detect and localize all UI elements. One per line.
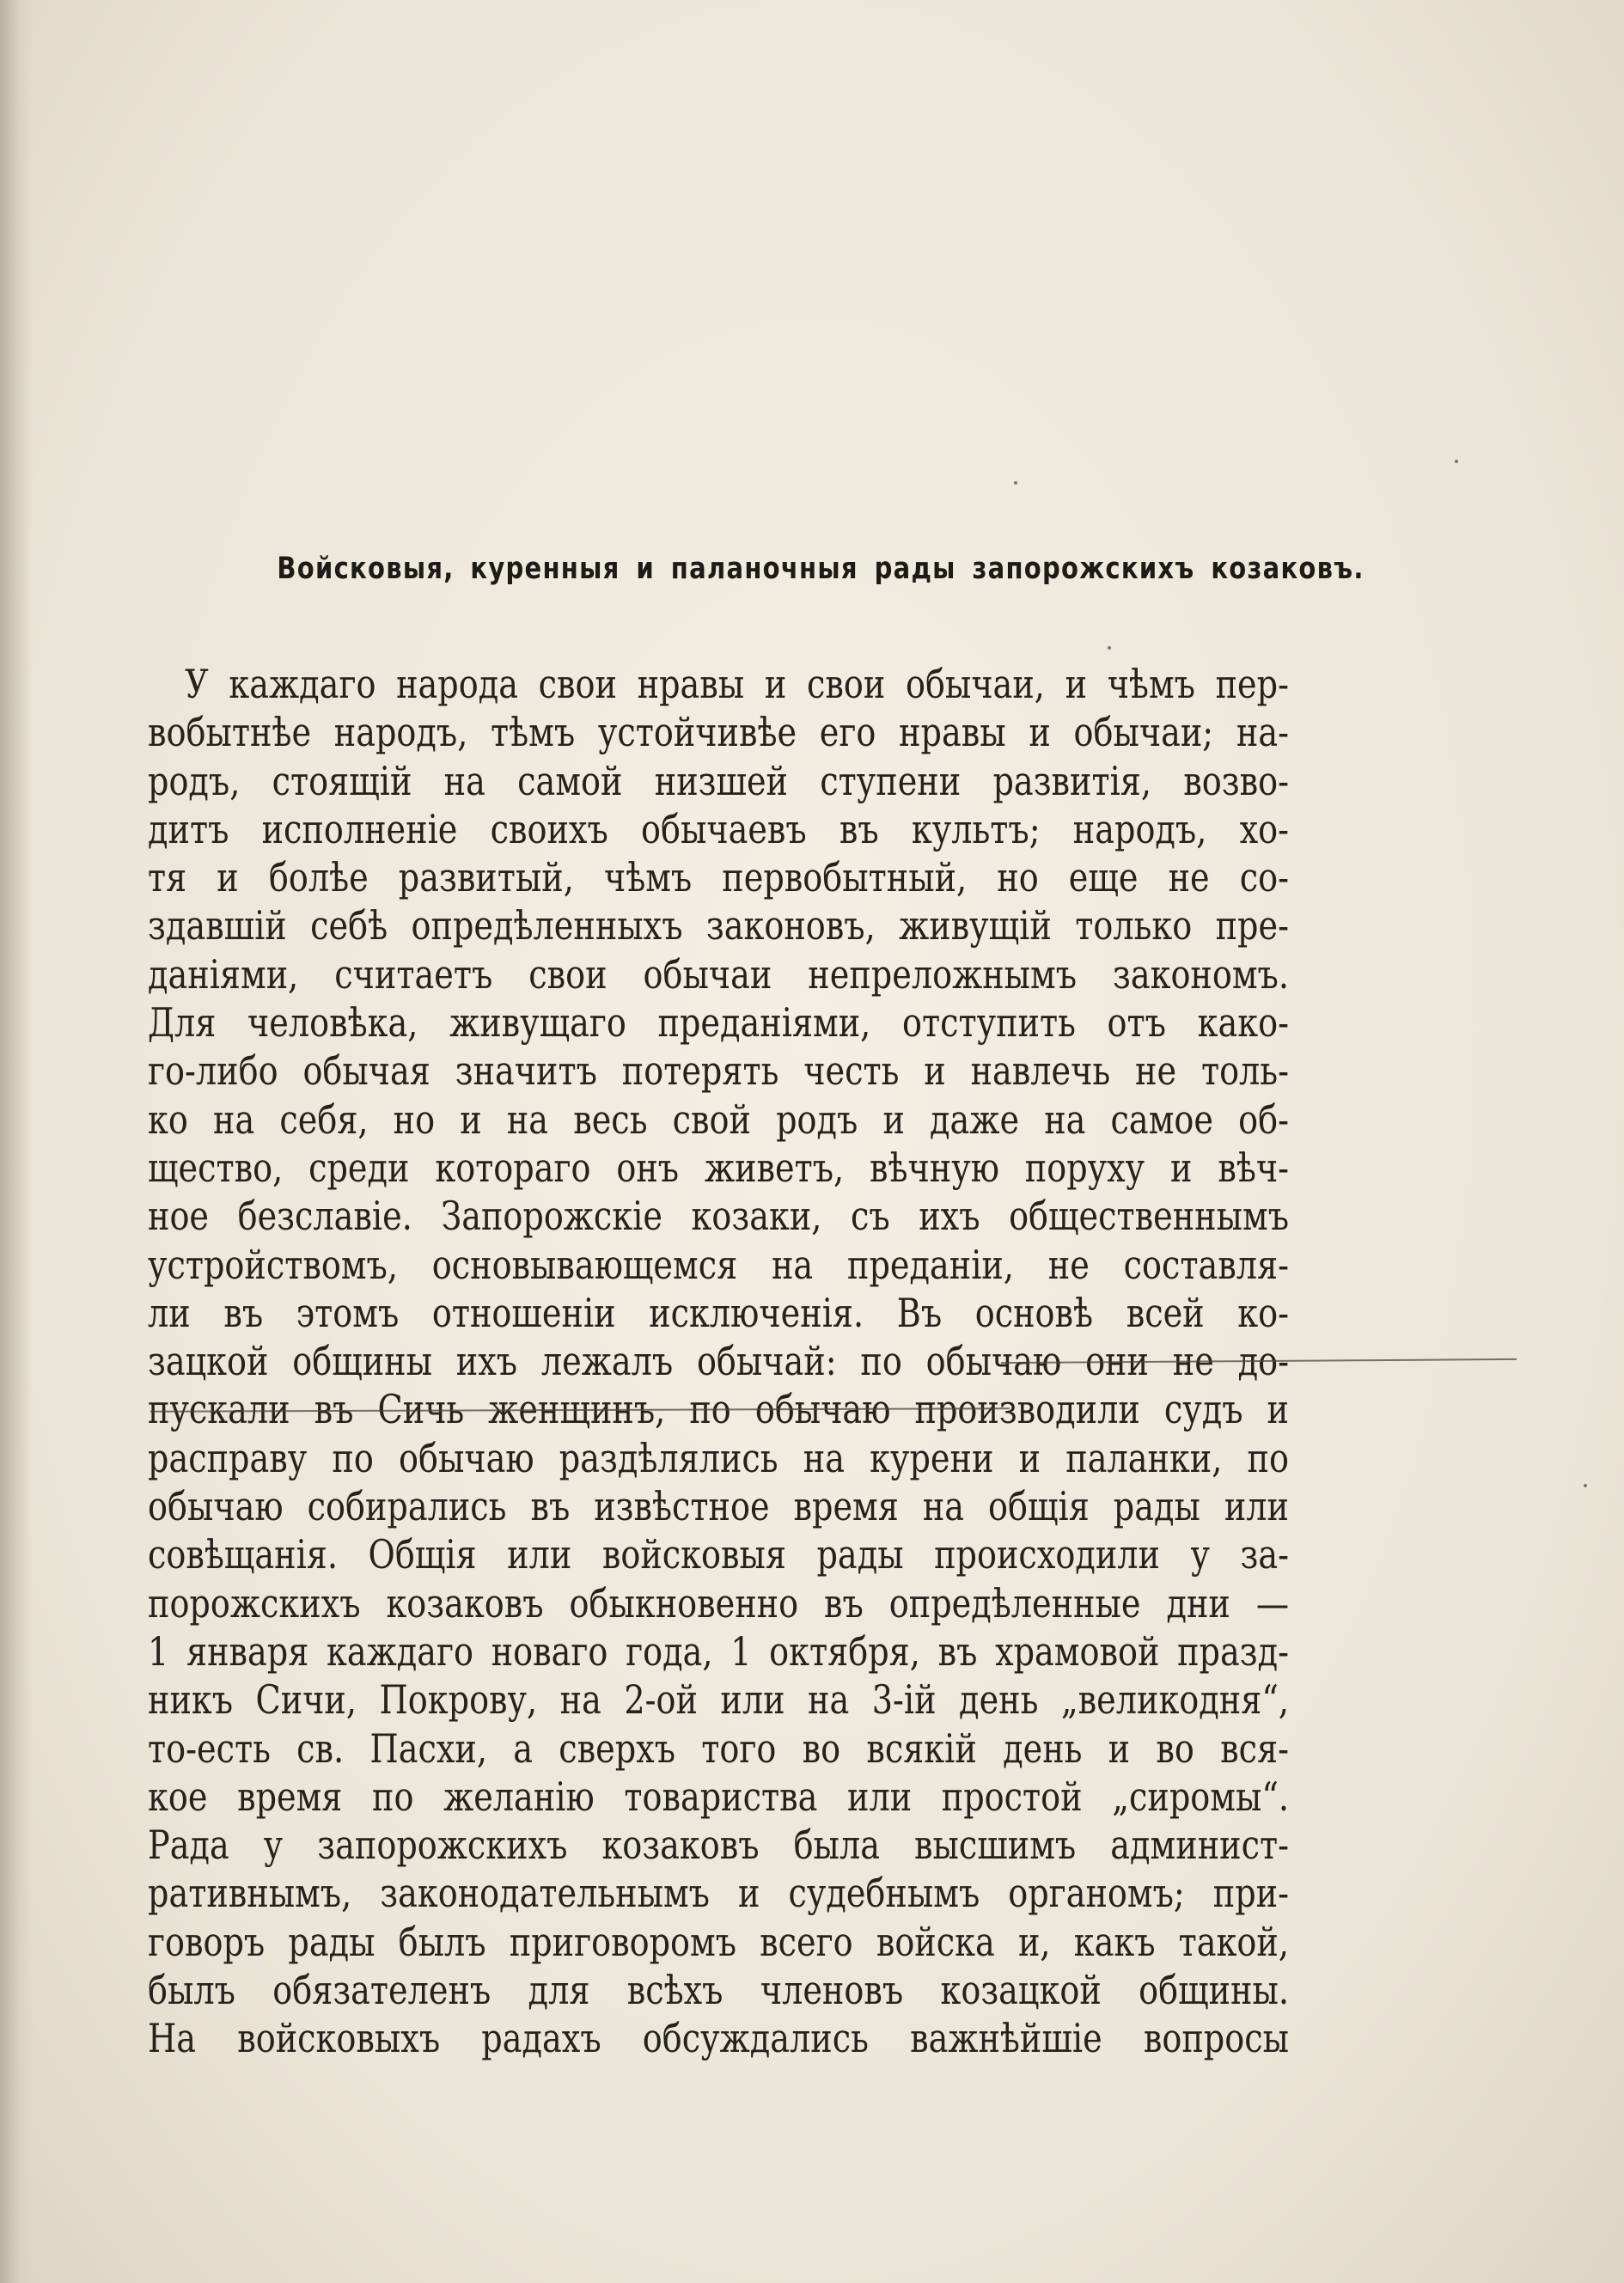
- text-line: родъ, стоящій на самой низшей ступени развитія, возво-: [148, 757, 1289, 804]
- text-line: былъ обязателенъ для всѣхъ членовъ козацкой общины.: [148, 1967, 1289, 2014]
- text-line: Рада у запорожскихъ козаковъ была высшимъ админист-: [148, 1822, 1289, 1869]
- text-line: зацкой общины ихъ лежалъ обычай: по обычаю они не до-: [148, 1338, 1289, 1385]
- text-line: то-есть св. Пасхи, а сверхъ того во всякій день и во вся-: [148, 1724, 1289, 1772]
- text-line: вобытнѣе народъ, тѣмъ устойчивѣе его нравы и обычаи; на-: [148, 709, 1289, 756]
- text-line: На войсковыхъ радахъ обсуждались важнѣйшіе вопросы: [148, 2015, 1289, 2062]
- text-line: У каждаго народа свои нравы и свои обычаи, и чѣмъ пер-: [185, 661, 1289, 707]
- text-line: ративнымъ, законодательнымъ и судебнымъ органомъ; при-: [148, 1870, 1289, 1917]
- scan-speck: [1584, 1484, 1587, 1487]
- scan-speck: [1014, 481, 1017, 485]
- text-line: обычаю собирались въ извѣстное время на общія рады или: [148, 1483, 1289, 1530]
- text-line: совѣщанія. Общія или войсковыя рады происходили у за-: [148, 1531, 1289, 1578]
- text-line: пускали въ Сичь женщинъ, по обычаю производили судъ и: [148, 1386, 1289, 1433]
- chapter-heading: Войсковыя, куренныя и паланочныя рады запорожскихъ козаковъ.: [277, 552, 1365, 586]
- text-line: ко на себя, но и на весь свой родъ и даже на самое об-: [148, 1096, 1289, 1143]
- text-line: никъ Сичи, Покрову, на 2-ой или на 3-ій день „великодня“,: [148, 1676, 1289, 1724]
- text-line: даніями, считаетъ свои обычаи непреложнымъ закономъ.: [148, 950, 1289, 998]
- text-line: порожскихъ козаковъ обыкновенно въ опредѣленные дни —: [148, 1579, 1289, 1627]
- text-line: 1 января каждаго новаго года, 1 октября, въ храмовой празд-: [148, 1627, 1289, 1675]
- text-line: щество, среди котораго онъ живетъ, вѣчную поруху и вѣч-: [148, 1144, 1289, 1191]
- scan-speck: [1455, 460, 1458, 463]
- page-binding-shadow: [0, 0, 33, 2283]
- text-line: дитъ исполненіе своихъ обычаевъ въ культъ; народъ, хо-: [148, 805, 1289, 852]
- text-line: го-либо обычая значитъ потерять честь и навлечь не толь-: [148, 1047, 1289, 1095]
- text-line: здавшій себѣ опредѣленныхъ законовъ, живущій только пре-: [148, 902, 1289, 949]
- text-line: устройствомъ, основывающемся на преданіи, не составля-: [148, 1241, 1289, 1288]
- text-line: ное безславіе. Запорожскіе козаки, съ ихъ общественнымъ: [148, 1193, 1289, 1240]
- text-line: ли въ этомъ отношеніи исключенія. Въ основѣ всей ко-: [148, 1289, 1289, 1336]
- text-line: кое время по желанію товариства или простой „сиромы“.: [148, 1773, 1289, 1820]
- text-line: тя и болѣе развитый, чѣмъ первобытный, но еще не со-: [148, 854, 1289, 901]
- text-line: Для человѣка, живущаго преданіями, отступить отъ како-: [148, 999, 1289, 1047]
- text-line: говоръ рады былъ приговоромъ всего войска и, какъ такой,: [148, 1918, 1289, 1965]
- scan-speck: [1108, 646, 1111, 650]
- text-line: расправу по обычаю раздѣлялись на курени и паланки, по: [148, 1434, 1289, 1481]
